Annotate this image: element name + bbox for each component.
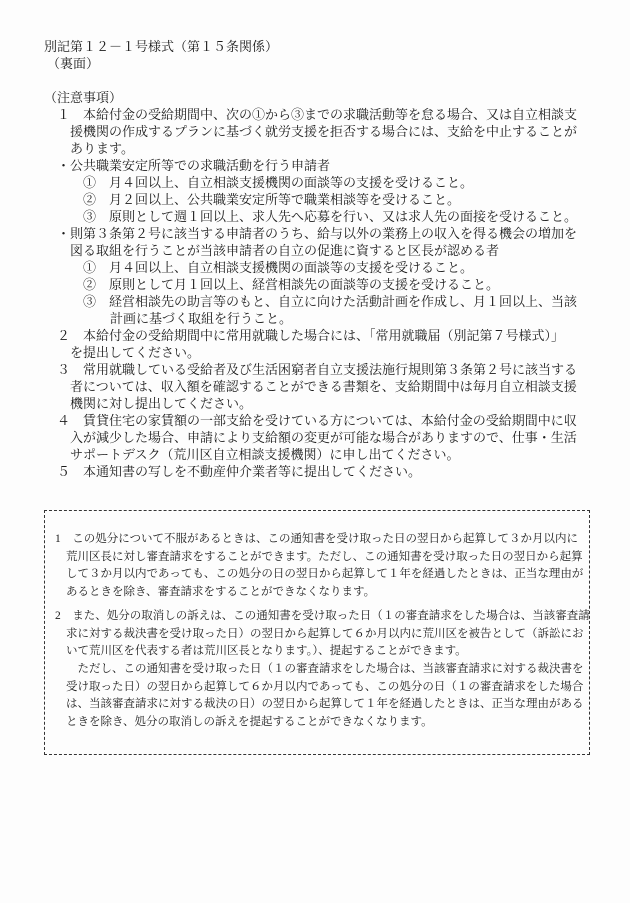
text-line: ② 月２回以上、公共職業安定所等で職業相談等を受けること。 bbox=[83, 192, 461, 207]
appeal-rights-box bbox=[44, 510, 590, 755]
text-line: を提出してください。 bbox=[70, 345, 201, 360]
text-line: （裏面） bbox=[47, 56, 100, 71]
text-line: ① 月４回以上、自立相談支援機関の面談等の支援を受けること。 bbox=[83, 175, 474, 190]
text-line: 2 また、処分の取消しの訴えは、この通知書を受け取った日（１の審査請求をした場合は、当該審査請 bbox=[55, 609, 590, 622]
text-line: ・則第３条第２号に該当する申請者のうち、給与以外の業務上の収入を得る機会の増加を bbox=[57, 226, 578, 241]
text-line: ① 月４回以上、自立相談支援機関の面談等の支援を受けること。 bbox=[83, 260, 474, 275]
text-line: して３か月以内であっても、この処分の日の翌日から起算して１年を経過したときは、正当な理由が bbox=[66, 568, 584, 581]
text-line: あるときを除き、審査請求をすることができなくなります。 bbox=[66, 586, 376, 599]
text-line: 計画に基づく取組を行うこと。 bbox=[110, 311, 293, 326]
text-line: １ 本給付金の受給期間中、次の①から③までの求職活動等を怠る場合、又は自立相談支 bbox=[57, 107, 578, 122]
text-line: ２ 本給付金の受給期間中に常用就職した場合には、「常用就職届（別記第７号様式）」 bbox=[57, 328, 565, 343]
text-line: 1 この処分について不服があるときは、この通知書を受け取った日の翌日から起算して３か月以内に bbox=[55, 533, 579, 545]
text-line: 図る取組を行うことが当該申請者の自立の促進に資すると区長が認める者 bbox=[70, 243, 500, 258]
text-line: ただし、この通知書を受け取った日（１の審査請求をした場合は、当該審査請求に対する裁決書を bbox=[66, 662, 584, 675]
notes-section bbox=[0, 38, 630, 480]
text-line: 荒川区長に対し審査請求をすることができます。ただし、この通知書を受け取った日の翌日から起算 bbox=[66, 550, 583, 563]
text-line: ５ 本通知書の写しを不動産仲介業者等に提出してください。 bbox=[57, 464, 422, 479]
text-line: ③ 原則として週１回以上、求人先へ応募を行い、又は求人先の面接を受けること。 bbox=[83, 209, 578, 224]
text-line: 機関に対し提出してください。 bbox=[70, 396, 253, 411]
text-line: （注意事項） bbox=[44, 90, 123, 105]
text-line: 入が減少した場合、申請により支給額の変更が可能な場合がありますので、仕事・生活 bbox=[70, 430, 577, 445]
text-line: ときを除き、処分の取消しの訴えを提起することができなくなります。 bbox=[66, 716, 433, 729]
text-line: サポートデスク（荒川区自立相談支援機関）に申し出てください。 bbox=[70, 447, 460, 462]
text-line: ３ 常用就職している受給者及び生活困窮者自立支援法施行規則第３条第２号に該当する bbox=[57, 362, 578, 377]
text-line: 受け取った日）の翌日から起算して６か月以内であっても、この処分の日（１の審査請求をした場合 bbox=[66, 680, 584, 693]
text-line: ③ 経営相談先の助言等のもと、自立に向けた活動計画を作成し、月１回以上、当該 bbox=[83, 294, 578, 309]
text-line: ４ 賃貸住宅の家賃額の一部支給を受けている方については、本給付金の受給期間中に収 bbox=[57, 413, 577, 428]
appeal-paragraph-lawsuit bbox=[55, 608, 590, 732]
text-line: ・公共職業安定所等での求職活動を行う申請者 bbox=[57, 158, 331, 173]
text-line: は、当該審査請求に対する裁決の日）の翌日から起算して１年を経過したときは、正当な理由がある bbox=[66, 698, 584, 711]
text-line: あります。 bbox=[70, 141, 134, 156]
text-line: 援機関の作成するプランに基づく就労支援を拒否する場合には、支給を中止することが bbox=[70, 124, 578, 139]
text-line: 求に対する裁決書を受け取った日）の翌日から起算して６か月以内に荒川区を被告として（訴訟にお bbox=[66, 627, 584, 640]
text-line: いて荒川区を代表する者は荒川区長となります。）、提起することができます。 bbox=[66, 645, 467, 658]
appeal-paragraph-review-request bbox=[55, 531, 585, 602]
text-line: 者については、収入額を確認することができる書類を、支給期間中は毎月自立相談支援 bbox=[70, 379, 577, 394]
text-line: ② 原則として月１回以上、経営相談先の面談等の支援を受けること。 bbox=[83, 277, 500, 292]
text-line: 別記第１２－１号様式（第１５条関係） bbox=[44, 39, 279, 54]
